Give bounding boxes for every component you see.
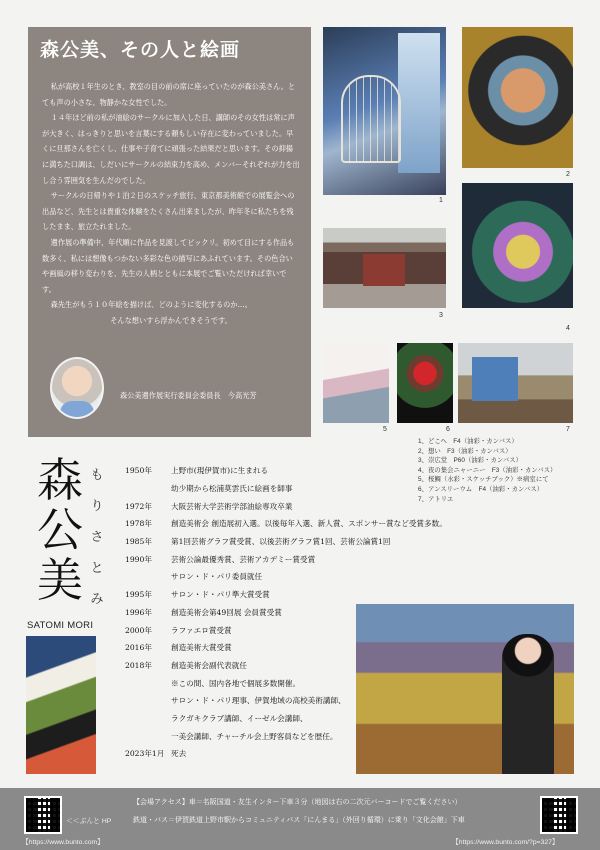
essay-closing: そんな想いすら浮かんできそうです。 bbox=[110, 315, 232, 325]
biography-year: 2018年 bbox=[125, 660, 152, 670]
essay-paragraph: サークルの日帰りや１泊２日のスケッチ旅行、東京都美術館での展覧会への出品など、先生とは貴重な体験をたくさん出来ましたが、昨年冬に私たちを残したまま、旅立たれました。 bbox=[42, 191, 295, 232]
artwork-list-item: 3、崇広堂 P60（油彩・カンバス） bbox=[418, 457, 522, 465]
artwork-list-item: 4、夜の集会ニャーニー F3（油彩・カンバス） bbox=[418, 466, 557, 474]
artwork-list-item: 5、桜鯛（水彩・スケッチブック）※病室にて bbox=[418, 476, 549, 484]
artist-name-kanji bbox=[30, 455, 90, 605]
biography-text: 芸術公論最優秀賞、芸術アカデミー賞受賞 bbox=[171, 554, 316, 564]
artist-name-kana bbox=[88, 460, 106, 615]
biography-year: 1995年 bbox=[125, 590, 152, 600]
biography-row bbox=[125, 568, 465, 586]
name-char: 森 bbox=[37, 453, 83, 507]
map-url[interactable]: 【https://www.bunto.com/?p=327】 bbox=[452, 839, 559, 846]
artwork-list-item: 6、アンスリーウム F4（油彩・カンバス） bbox=[418, 485, 544, 493]
qr-code-icon[interactable] bbox=[24, 796, 62, 834]
artwork-list-item: 2、想い F3（油彩・カンバス） bbox=[418, 447, 512, 455]
chairman-avatar bbox=[50, 357, 104, 419]
biography-row bbox=[125, 480, 465, 498]
biography-text: 創造美術大賞受賞 bbox=[171, 643, 232, 653]
name-char: 美 bbox=[37, 553, 83, 607]
biography-row bbox=[125, 550, 465, 568]
essay-paragraph: 森先生がもう１０年絵を描けば、どのように変化するのか…。 bbox=[50, 300, 252, 310]
biography-row bbox=[125, 462, 465, 480]
transit-info: 鉄道・バス＝伊賀鉄道上野市駅からコミュニティバス「にんまる」（外回り循環）に乗り「文化会館」下車 bbox=[133, 817, 465, 824]
biography-row bbox=[125, 515, 465, 533]
essay-body bbox=[42, 79, 300, 329]
essay-panel bbox=[28, 27, 311, 437]
kana-char: さ bbox=[90, 530, 104, 545]
access-info: 【会場アクセス】車＝名阪国道・友生インター下車３分（地図は右の二次元バーコードでご覧ください） bbox=[133, 799, 462, 806]
biography-text: 創造美術会副代表就任 bbox=[171, 660, 247, 670]
artwork-7-image bbox=[458, 343, 573, 423]
artwork-list-item: 7、アトリエ bbox=[418, 495, 454, 503]
artwork-3-image bbox=[323, 228, 446, 308]
artwork-number: 4 bbox=[566, 325, 570, 332]
essay-title: 森公美、その人と絵画 bbox=[40, 39, 241, 61]
essay-paragraph: １４年ほど前の私が油絵のサークルに加入した日、講師のその女性は常に声が大きく、はっきりと思いを言葉にする頼もしい存在に変わっていました。早くに旦那さんを亡くし、仕事や子育てに頑張った結果だと思います。その抑揚に満ちた口調は、しだいにサークルの結束力を高め、メンバーそれぞれが力を出し合う雰囲気を生んだのでした。 bbox=[42, 113, 300, 185]
biography-year: 1950年 bbox=[125, 466, 152, 476]
artwork-number: 5 bbox=[383, 426, 387, 433]
essay-signature: 森公美遺作展実行委員会委員長 今高光芳 bbox=[120, 391, 257, 400]
biography-year: 2000年 bbox=[125, 625, 152, 635]
artwork-number: 6 bbox=[446, 426, 450, 433]
biography-year: 2023年1月 bbox=[125, 749, 165, 759]
biography-year: 1972年 bbox=[125, 501, 152, 511]
artwork-4-image bbox=[462, 183, 573, 308]
artist-painting-image bbox=[26, 636, 96, 774]
biography-row bbox=[125, 586, 465, 604]
artwork-6-image bbox=[397, 343, 453, 423]
homepage-url[interactable]: 【https://www.bunto.com】 bbox=[22, 839, 104, 846]
biography-year: 1985年 bbox=[125, 537, 152, 547]
biography-text: ※この間、国内各地で個展多数開催。 bbox=[171, 678, 301, 688]
essay-paragraph: 私が高校１年生のとき、教室の目の前の席に座っていたのが森公美さん。とても声の小さな、物静かな女性でした。 bbox=[42, 82, 296, 107]
kana-char: も bbox=[90, 468, 104, 483]
biography-text: 第1回芸術グラフ賞受賞、以後芸術グラフ賞1回、芸術公論賞1回 bbox=[171, 537, 391, 547]
kana-char: み bbox=[90, 592, 104, 607]
biography-year: 1978年 bbox=[125, 519, 152, 529]
biography-row bbox=[125, 497, 465, 515]
biography-text: 創造美術会 創造展初入選。以後毎年入選、新人賞、スポンサー賞など受賞多数。 bbox=[171, 519, 447, 529]
artwork-list-item: 1、どこへ F4（油彩・カンバス） bbox=[418, 438, 518, 445]
name-char: 公 bbox=[37, 503, 83, 557]
artwork-number: 3 bbox=[439, 312, 443, 319]
essay-paragraph: 遺作展の準備中、年代順に作品を見渡してビックリ。初めて目にする作品も数多く、私には想像もつかない多彩な色の描写にあふれています。その色合いや画風の移り変わりを、先生の人柄とともに本展でご覧いただければ幸いです。 bbox=[42, 237, 295, 294]
biography-text: ラクガキクラブ講師、イーゼル会講師、 bbox=[171, 713, 308, 723]
kana-char: と bbox=[90, 561, 104, 576]
biography-text: 一美会講師、チャーチル会上野客員などを歴任。 bbox=[171, 731, 338, 741]
artwork-number: 2 bbox=[566, 171, 570, 178]
biography-text: 大阪芸術大学芸術学部油絵専攻卒業 bbox=[171, 501, 293, 511]
artwork-number: 1 bbox=[439, 197, 443, 204]
biography-text: サロン・ド・パリ準大賞受賞 bbox=[171, 590, 270, 600]
artist-photo bbox=[356, 604, 574, 774]
biography-text: 幼少期から松浦莫雲氏に絵画を師事 bbox=[171, 484, 293, 494]
artwork-2-image bbox=[462, 27, 573, 168]
biography-text: 上野市(現伊賀市)に生まれる bbox=[171, 466, 269, 476]
biography-year: 1996年 bbox=[125, 607, 152, 617]
artwork-5-image bbox=[323, 343, 389, 423]
biography-text: 死去 bbox=[171, 749, 187, 759]
artwork-number: 7 bbox=[566, 426, 570, 433]
biography-row bbox=[125, 533, 465, 551]
footer bbox=[0, 788, 600, 850]
map-qr-code-icon[interactable] bbox=[540, 796, 578, 834]
biography-year: 2016年 bbox=[125, 643, 152, 653]
artwork-1-image bbox=[323, 27, 446, 195]
homepage-label: ＜＜ぶんと HP bbox=[66, 818, 112, 825]
biography-year: 1990年 bbox=[125, 554, 152, 564]
biography-text: ラファエロ賞受賞 bbox=[171, 625, 232, 635]
artist-name-roman: SATOMI MORI bbox=[27, 620, 94, 631]
biography-text: 創造美術会第49回展 会員賞受賞 bbox=[171, 607, 282, 617]
biography-text: サロン・ド・パリ理事、伊賀地域の高校美術講師、 bbox=[171, 696, 346, 706]
biography-text: サロン・ド・パリ委員就任 bbox=[171, 572, 263, 582]
kana-char: り bbox=[90, 499, 104, 514]
